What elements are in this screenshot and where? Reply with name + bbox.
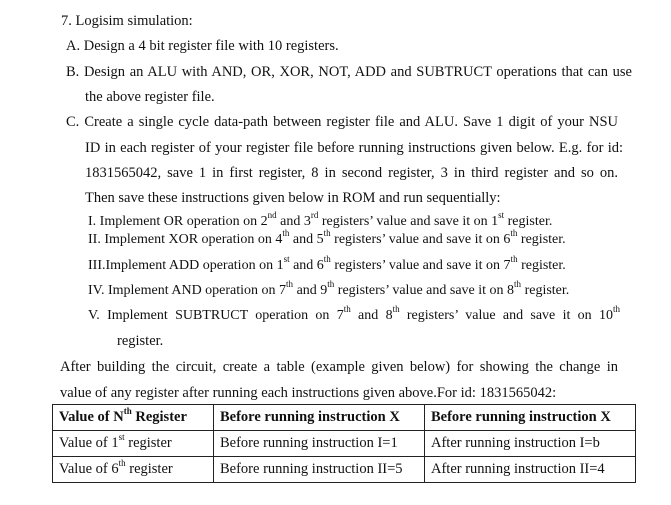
item-c-line4: Then save these instructions given below in ROM and run sequentially: xyxy=(85,190,501,206)
instruction-1: I. Implement OR operation on 2nd and 3rd registers’ value and save it on 1st register. xyxy=(88,210,553,229)
table-cell: Value of 6th register xyxy=(53,457,214,483)
item-c-line1: C. Create a single cycle data-path between register file and ALU. Save 1 digit of your NSU xyxy=(66,114,618,130)
item-b-line2: the above register file. xyxy=(85,89,215,105)
header-cell-before: Before running instruction X xyxy=(214,405,425,431)
table-cell: After running instruction II=4 xyxy=(425,457,636,483)
instruction-3: III.Implement ADD operation on 1st and 6th registers’ value and save it on 7th register. xyxy=(88,254,566,273)
item-c-line2: ID in each register of your register file before running instructions given below. E.g. for id: xyxy=(85,140,623,156)
table-cell: Before running instruction I=1 xyxy=(214,431,425,457)
after-line2: value of any register after running each instructions given above.For id: 1831565042: xyxy=(60,385,557,401)
table-header-row xyxy=(53,405,636,431)
item-c-line3: 1831565042, save 1 in first register, 8 in second register, 3 in third register and so on. xyxy=(85,165,618,181)
table-row xyxy=(53,457,636,483)
item-b-line1: B. Design an ALU with AND, OR, XOR, NOT, ADD and SUBTRUCT operations that can use xyxy=(66,64,632,80)
instruction-5: V. Implement SUBTRUCT operation on 7th and 8th registers’ value and save it on 10th xyxy=(88,304,620,323)
table-cell: After running instruction I=b xyxy=(425,431,636,457)
instruction-4: IV. Implement AND operation on 7th and 9th registers’ value and save it on 8th register. xyxy=(88,279,570,298)
instruction-5-cont: register. xyxy=(117,333,164,349)
table-cell: Value of 1st register xyxy=(53,431,214,457)
question-title: 7. Logisim simulation: xyxy=(61,13,193,29)
after-line1: After building the circuit, create a table (example given below) for showing the change in xyxy=(60,359,618,375)
instruction-2: II. Implement XOR operation on 4th and 5th registers’ value and save it on 6th register. xyxy=(88,228,566,247)
table-row xyxy=(53,431,636,457)
table-cell: Before running instruction II=5 xyxy=(214,457,425,483)
item-a: A. Design a 4 bit register file with 10 registers. xyxy=(66,38,339,54)
header-cell-register: Value of $N^{th}$ Register xyxy=(53,405,214,431)
register-table xyxy=(52,404,636,483)
header-cell-after: Before running instruction X xyxy=(425,405,636,431)
